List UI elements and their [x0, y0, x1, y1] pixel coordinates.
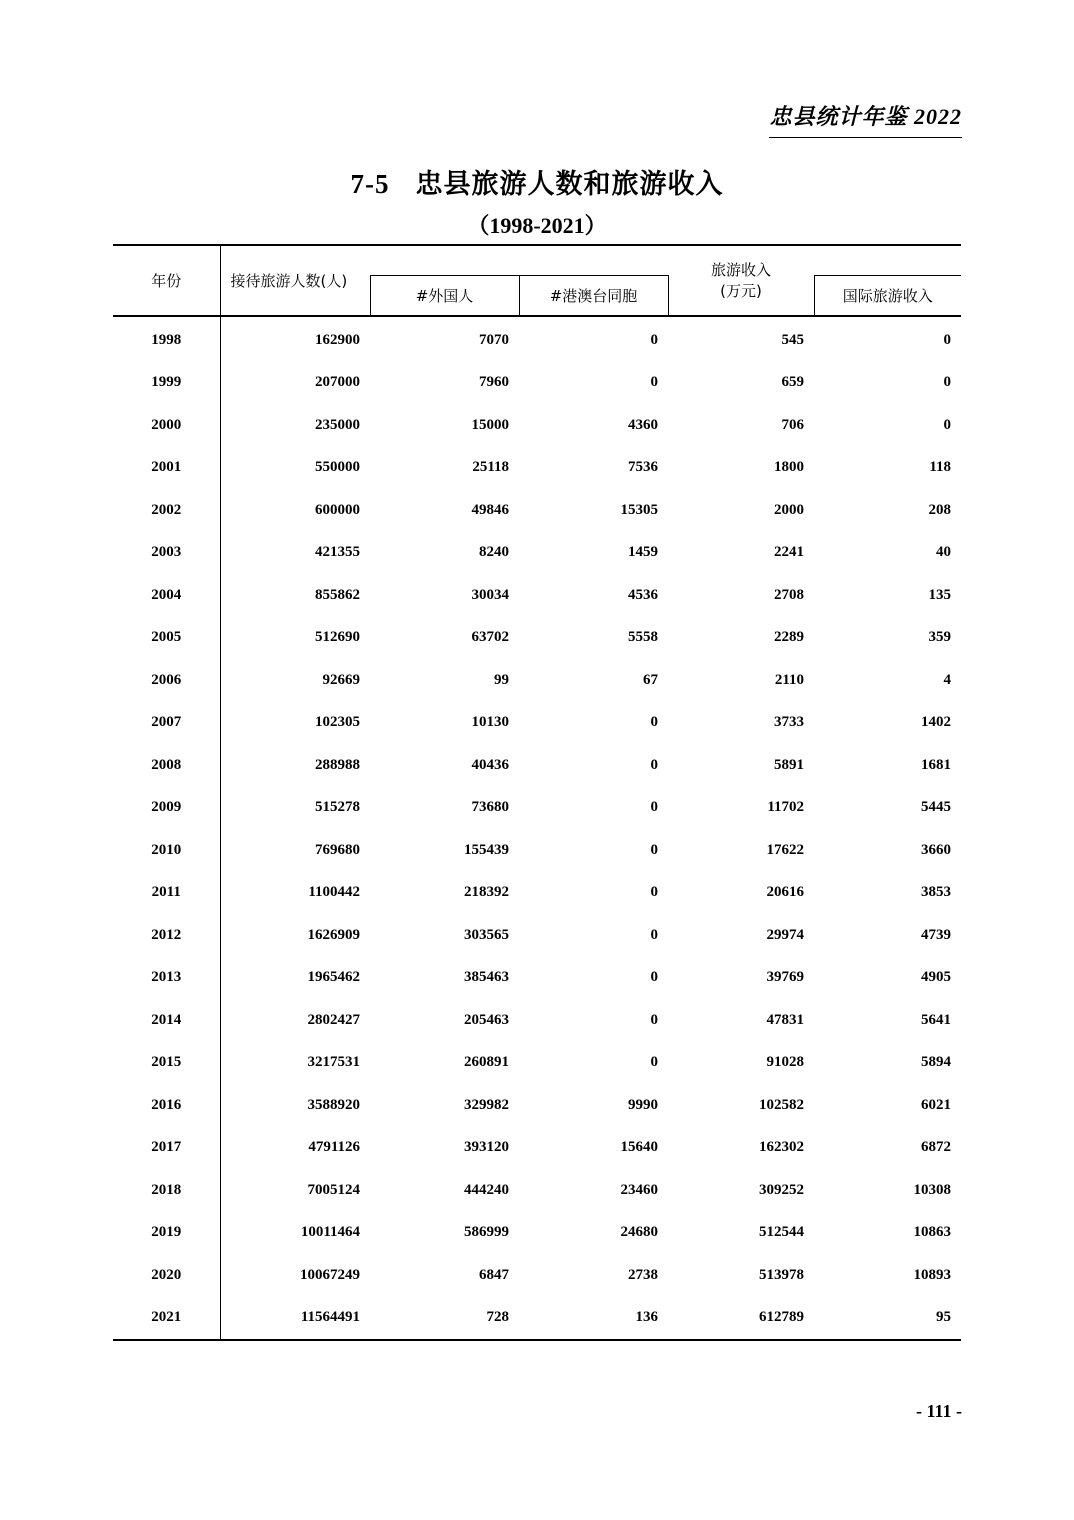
cell-hk-macau-taiwan: 7536	[628, 459, 658, 476]
cell-year: 2009	[113, 787, 220, 830]
cell-visitors: 162900	[315, 331, 360, 348]
cell-income: 513978	[759, 1266, 804, 1283]
cell-hk-macau-taiwan: 67	[643, 671, 658, 688]
cell-year: 1998	[113, 316, 220, 362]
header-visitor-subgroup-line	[370, 245, 668, 276]
cell-intl-income: 359	[928, 629, 951, 646]
cell-income: 162302	[759, 1139, 804, 1156]
cell-income: 29974	[766, 926, 804, 943]
table-row	[113, 787, 961, 830]
cell-foreign: 49846	[471, 501, 509, 518]
cell-foreign: 40436	[471, 756, 509, 773]
header-intl-line	[814, 245, 961, 276]
cell-hk-macau-taiwan: 0	[650, 331, 658, 348]
cell-intl-income: 5445	[921, 799, 951, 816]
cell-hk-macau-taiwan: 4536	[628, 586, 658, 603]
cell-intl-income: 4739	[921, 926, 951, 943]
cell-foreign: 15000	[471, 416, 509, 433]
cell-foreign: 155439	[464, 841, 509, 858]
table-row	[113, 316, 961, 362]
cell-income: 17622	[766, 841, 804, 858]
table-row	[113, 1169, 961, 1212]
cell-hk-macau-taiwan: 0	[650, 926, 658, 943]
cell-hk-macau-taiwan: 0	[650, 841, 658, 858]
cell-hk-macau-taiwan: 15305	[620, 501, 658, 518]
cell-visitors: 288988	[315, 756, 360, 773]
cell-year: 2019	[113, 1212, 220, 1255]
cell-foreign: 6847	[479, 1266, 509, 1283]
cell-intl-income: 135	[928, 586, 951, 603]
cell-year: 2005	[113, 617, 220, 660]
table-row	[113, 532, 961, 575]
table-row	[113, 1042, 961, 1085]
cell-intl-income: 0	[943, 331, 951, 348]
cell-foreign: 728	[370, 1297, 519, 1341]
table-row	[113, 659, 961, 702]
cell-income: 2110	[774, 671, 804, 688]
cell-income: 2289	[774, 629, 804, 646]
table-row	[113, 744, 961, 787]
cell-hk-macau-taiwan: 0	[650, 1011, 658, 1028]
cell-income: 309252	[759, 1181, 804, 1198]
cell-intl-income: 10308	[913, 1181, 951, 1198]
cell-foreign: 218392	[464, 884, 509, 901]
header-year: 年份	[113, 245, 220, 316]
cell-hk-macau-taiwan: 2738	[628, 1266, 658, 1283]
header-hk-macau-taiwan: #港澳台同胞	[519, 276, 668, 317]
cell-income: 545	[781, 331, 804, 348]
cell-foreign: 99	[494, 671, 509, 688]
cell-year: 2011	[113, 872, 220, 915]
cell-hk-macau-taiwan: 136	[519, 1297, 668, 1341]
cell-intl-income: 208	[928, 501, 951, 518]
cell-visitors: 10011464	[300, 1224, 360, 1241]
header-intl-income: 国际旅游收入	[814, 276, 961, 317]
cell-year: 2013	[113, 957, 220, 1000]
table-row	[113, 999, 961, 1042]
table-row	[113, 489, 961, 532]
cell-intl-income: 6872	[921, 1139, 951, 1156]
cell-year: 2003	[113, 532, 220, 575]
table-row	[113, 574, 961, 617]
cell-hk-macau-taiwan: 1459	[628, 544, 658, 561]
cell-intl-income: 10893	[913, 1266, 951, 1283]
cell-visitors: 235000	[315, 416, 360, 433]
cell-intl-income: 5641	[921, 1011, 951, 1028]
cell-income: 39769	[766, 969, 804, 986]
cell-income: 2000	[774, 501, 804, 518]
cell-visitors: 4791126	[308, 1139, 360, 1156]
cell-visitors: 512690	[315, 629, 360, 646]
cell-intl-income: 40	[936, 544, 951, 561]
table-row	[113, 872, 961, 915]
cell-year: 2015	[113, 1042, 220, 1085]
cell-income: 102582	[759, 1096, 804, 1113]
table-row	[113, 1254, 961, 1297]
cell-intl-income: 4905	[921, 969, 951, 986]
cell-income: 3733	[774, 714, 804, 731]
cell-intl-income: 0	[943, 416, 951, 433]
cell-year: 1999	[113, 362, 220, 405]
table-row	[113, 362, 961, 405]
cell-foreign: 329982	[464, 1096, 509, 1113]
cell-intl-income: 6021	[921, 1096, 951, 1113]
cell-intl-income: 1402	[921, 714, 951, 731]
cell-foreign: 7960	[479, 374, 509, 391]
cell-visitors: 92669	[322, 671, 360, 688]
cell-hk-macau-taiwan: 5558	[628, 629, 658, 646]
cell-income: 612789	[668, 1297, 814, 1341]
cell-foreign: 385463	[464, 969, 509, 986]
table-row	[113, 1084, 961, 1127]
cell-year: 2010	[113, 829, 220, 872]
cell-visitors: 550000	[315, 459, 360, 476]
table-row	[113, 447, 961, 490]
cell-intl-income: 10863	[913, 1224, 951, 1241]
cell-intl-income: 5894	[921, 1054, 951, 1071]
cell-hk-macau-taiwan: 0	[650, 374, 658, 391]
cell-visitors: 769680	[315, 841, 360, 858]
table-header	[113, 245, 961, 316]
header-foreign: #外国人	[370, 276, 519, 317]
header-income	[668, 245, 814, 316]
cell-visitors: 1965462	[307, 969, 360, 986]
table-number: 7-5	[350, 169, 390, 199]
cell-income: 47831	[766, 1011, 804, 1028]
table-row	[113, 617, 961, 660]
table-row	[113, 914, 961, 957]
cell-foreign: 393120	[464, 1139, 509, 1156]
cell-year: 2016	[113, 1084, 220, 1127]
table-body	[113, 316, 961, 1340]
cell-intl-income: 3660	[921, 841, 951, 858]
cell-foreign: 10130	[471, 714, 509, 731]
cell-hk-macau-taiwan: 4360	[628, 416, 658, 433]
page-number: - 111 -	[915, 1401, 962, 1421]
cell-visitors: 3588920	[307, 1096, 360, 1113]
header-income-line1: 旅游收入	[710, 260, 771, 279]
cell-intl-income: 4	[943, 671, 951, 688]
cell-hk-macau-taiwan: 0	[650, 714, 658, 731]
cell-visitors: 7005124	[307, 1181, 360, 1198]
cell-income: 512544	[759, 1224, 804, 1241]
cell-year: 2008	[113, 744, 220, 787]
cell-visitors: 102305	[315, 714, 360, 731]
table-row	[113, 702, 961, 745]
cell-hk-macau-taiwan: 9990	[628, 1096, 658, 1113]
table-row	[113, 404, 961, 447]
cell-year: 2018	[113, 1169, 220, 1212]
cell-foreign: 586999	[464, 1224, 509, 1241]
cell-year: 2021	[113, 1297, 220, 1341]
cell-visitors: 855862	[315, 586, 360, 603]
table-row	[113, 1297, 961, 1341]
cell-hk-macau-taiwan: 0	[650, 884, 658, 901]
cell-hk-macau-taiwan: 15640	[620, 1139, 658, 1156]
table-title-text: 忠县旅游人数和旅游收入	[415, 169, 724, 199]
cell-year: 2007	[113, 702, 220, 745]
cell-year: 2001	[113, 447, 220, 490]
cell-hk-macau-taiwan: 23460	[620, 1181, 658, 1198]
cell-income: 20616	[766, 884, 804, 901]
cell-hk-macau-taiwan: 0	[650, 1054, 658, 1071]
cell-visitors: 11564491	[220, 1297, 370, 1341]
cell-visitors: 1626909	[307, 926, 360, 943]
table-title	[0, 162, 1074, 201]
table-row	[113, 1127, 961, 1170]
cell-foreign: 444240	[464, 1181, 509, 1198]
cell-year: 2017	[113, 1127, 220, 1170]
tourism-table	[113, 244, 961, 1341]
cell-hk-macau-taiwan: 0	[650, 799, 658, 816]
cell-foreign: 63702	[471, 629, 509, 646]
cell-hk-macau-taiwan: 24680	[620, 1224, 658, 1241]
header-income-line2: (万元)	[720, 281, 762, 300]
cell-visitors: 10067249	[300, 1266, 360, 1283]
cell-income: 659	[781, 374, 804, 391]
cell-income: 11702	[767, 799, 804, 816]
cell-income: 2708	[774, 586, 804, 603]
cell-intl-income: 95	[814, 1297, 961, 1341]
cell-visitors: 207000	[315, 374, 360, 391]
header-visitors: 接待旅游人数(人)	[220, 245, 370, 316]
cell-foreign: 260891	[464, 1054, 509, 1071]
cell-visitors: 421355	[315, 544, 360, 561]
cell-income: 2241	[774, 544, 804, 561]
table-subtitle: （1998-2021）	[467, 213, 607, 238]
cell-year: 2014	[113, 999, 220, 1042]
table-row	[113, 957, 961, 1000]
cell-income: 706	[781, 416, 804, 433]
tourism-table-container	[113, 244, 961, 1341]
running-header: 忠县统计年鉴 2022	[769, 100, 962, 138]
cell-foreign: 7070	[479, 331, 509, 348]
cell-visitors: 3217531	[307, 1054, 360, 1071]
cell-foreign: 30034	[471, 586, 509, 603]
cell-visitors: 515278	[315, 799, 360, 816]
cell-foreign: 205463	[464, 1011, 509, 1028]
cell-foreign: 25118	[472, 459, 509, 476]
cell-foreign: 73680	[471, 799, 509, 816]
table-row	[113, 1212, 961, 1255]
cell-intl-income: 3853	[921, 884, 951, 901]
cell-intl-income: 1681	[921, 756, 951, 773]
cell-income: 5891	[774, 756, 804, 773]
cell-year: 2002	[113, 489, 220, 532]
cell-year: 2020	[113, 1254, 220, 1297]
cell-hk-macau-taiwan: 0	[650, 969, 658, 986]
cell-intl-income: 0	[943, 374, 951, 391]
cell-year: 2012	[113, 914, 220, 957]
cell-income: 1800	[774, 459, 804, 476]
cell-foreign: 303565	[464, 926, 509, 943]
cell-visitors: 600000	[315, 501, 360, 518]
cell-visitors: 1100442	[308, 884, 360, 901]
cell-visitors: 2802427	[307, 1011, 360, 1028]
cell-year: 2004	[113, 574, 220, 617]
table-row	[113, 829, 961, 872]
cell-hk-macau-taiwan: 0	[650, 756, 658, 773]
cell-income: 91028	[766, 1054, 804, 1071]
cell-intl-income: 118	[929, 459, 951, 476]
cell-year: 2000	[113, 404, 220, 447]
cell-foreign: 8240	[479, 544, 509, 561]
cell-year: 2006	[113, 659, 220, 702]
